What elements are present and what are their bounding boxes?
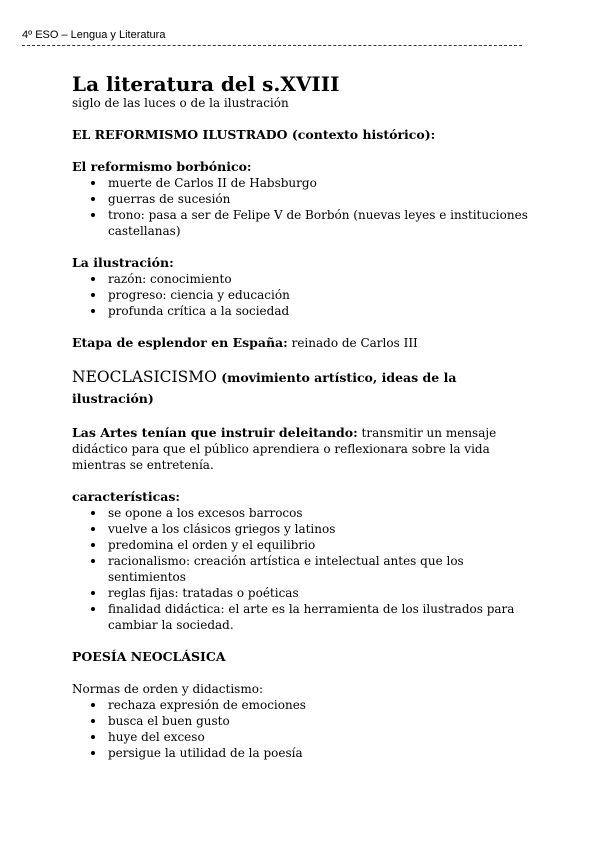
caracteristicas-list <box>72 505 532 633</box>
list-item: rechaza expresión de emociones <box>108 697 532 713</box>
list-item: profunda crítica a la sociedad <box>108 303 532 319</box>
list-item: racionalismo: creación artística e intelectual antes que los sentimientos <box>108 553 532 585</box>
list-item: reglas fijas: tratadas o poéticas <box>108 585 532 601</box>
borbonico-list <box>72 175 532 239</box>
poesia-heading: POESÍA NEOCLÁSICA <box>72 649 226 664</box>
list-item: busca el buen gusto <box>108 713 532 729</box>
list-item: trono: pasa a ser de Felipe V de Borbón (nuevas leyes e instituciones castellanas) <box>108 207 532 239</box>
neoclasicismo-subtitle: (movimiento artístico, ideas de la ilustración) <box>72 370 457 406</box>
header-divider <box>22 45 522 46</box>
poesia-intro: Normas de orden y didactismo: <box>72 682 263 696</box>
reformismo-heading: EL REFORMISMO ILUSTRADO (contexto histórico): <box>72 127 436 142</box>
artes-paragraph <box>72 425 532 473</box>
list-item: persigue la utilidad de la poesía <box>108 745 532 761</box>
list-item: progreso: ciencia y educación <box>108 287 532 303</box>
esplendor-paragraph <box>72 335 532 351</box>
ilustracion-list <box>72 271 532 319</box>
list-item: guerras de sucesión <box>108 191 532 207</box>
artes-label: Las Artes tenían que instruir deleitando: <box>72 425 358 440</box>
poesia-list <box>72 697 532 761</box>
esplendor-text: reinado de Carlos III <box>287 336 418 350</box>
artes-text: transmitir un mensaje didáctico para que el público aprendiera o reflexionara sobre la vida mientras se entretenía. <box>72 426 497 472</box>
document-title: La literatura del s.XVIII <box>72 72 340 96</box>
list-item: huye del exceso <box>108 729 532 745</box>
document-header: 4º ESO – Lengua y Literatura <box>22 29 166 41</box>
list-item: razón: conocimiento <box>108 271 532 287</box>
list-item: se opone a los excesos barrocos <box>108 505 532 521</box>
document-subtitle: siglo de las luces o de la ilustración <box>72 96 289 110</box>
caracteristicas-heading: características: <box>72 489 180 504</box>
esplendor-label: Etapa de esplendor en España: <box>72 335 288 350</box>
list-item: vuelve a los clásicos griegos y latinos <box>108 521 532 537</box>
neoclasicismo-heading <box>72 367 532 409</box>
neoclasicismo-title: NEOCLASICISMO <box>72 368 217 386</box>
ilustracion-heading: La ilustración: <box>72 255 174 270</box>
borbonico-heading: El reformismo borbónico: <box>72 159 252 174</box>
list-item: finalidad didáctica: el arte es la herramienta de los ilustrados para cambiar la sociedad. <box>108 601 532 633</box>
list-item: predomina el orden y el equilibrio <box>108 537 532 553</box>
list-item: muerte de Carlos II de Habsburgo <box>108 175 532 191</box>
document-body <box>72 72 532 777</box>
